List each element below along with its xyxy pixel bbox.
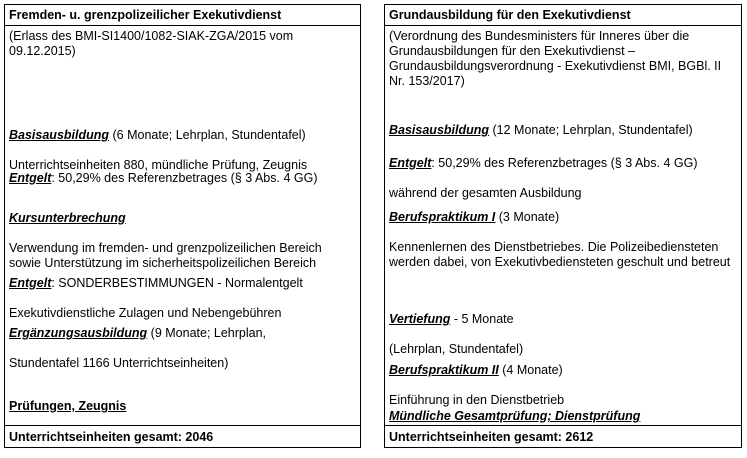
right-title-divider: [385, 25, 741, 26]
left-basis-line2: Unterrichtseinheiten 880, mündliche Prüfung, Zeugnis: [9, 158, 308, 172]
left-basis-rest: (6 Monate; Lehrplan, Stundentafel): [109, 128, 306, 142]
left-entgelt1-block: [9, 156, 356, 186]
left-entgelt2-line2: Exekutivdienstliche Zulagen und Nebengebühren: [9, 306, 282, 320]
right-vert-rest: - 5 Monate: [450, 312, 514, 326]
right-panel: [384, 4, 742, 448]
right-bp2-line2: Einführung in den Dienstbetrieb: [389, 393, 565, 407]
left-entgelt1-heading: Entgelt: [9, 171, 52, 185]
right-muend-block: [389, 394, 737, 424]
left-entgelt1-rest: : 50,29% des Referenzbetrages (§ 3 Abs. 4 GG): [51, 171, 318, 185]
right-bp1-heading: Berufspraktikum I: [389, 210, 496, 224]
right-total-divider: [385, 425, 741, 426]
left-entgelt2-heading: Entgelt: [9, 276, 52, 290]
left-erg-rest: (9 Monate; Lehrplan,: [147, 326, 267, 340]
right-basis-rest: (12 Monate; Lehrplan, Stundentafel): [489, 123, 693, 137]
left-total: Unterrichtseinheiten gesamt: 2046: [9, 430, 214, 444]
right-entgelt-line2: während der gesamten Ausbildung: [389, 186, 582, 200]
left-kurs-block: [9, 196, 356, 271]
right-bp1-block: [389, 195, 737, 270]
left-pruef-block: [9, 384, 356, 414]
right-basis-block: [389, 108, 737, 138]
left-erg-line2: Stundentafel 1166 Unterrichtseinheiten): [9, 356, 229, 370]
left-kurs-text: Verwendung im fremden- und grenzpolizeilichen Bereich sowie Unterstützung im sicherheitspolizeilichen Bereich: [9, 241, 322, 270]
right-subtitle: (Verordnung des Bundesministers für Inneres über die Grundausbildungen für den Exekutivdienst – Grundausbildungsverordnung - Exekutivdienst BMI, BGBl. II Nr. 153/2017): [389, 29, 722, 88]
right-vert-line2: (Lehrplan, Stundentafel): [389, 342, 524, 356]
right-bp2-heading: Berufspraktikum II: [389, 363, 499, 377]
right-vert-heading: Vertiefung: [389, 312, 451, 326]
right-title: Grundausbildung für den Exekutivdienst: [389, 8, 631, 22]
right-bp2-rest: (4 Monate): [498, 363, 563, 377]
left-subtitle: (Erlass des BMI-SI1400/1082-SIAK-ZGA/2015 vom 09.12.2015): [9, 29, 294, 58]
right-entgelt-rest: : 50,29% des Referenzbetrages (§ 3 Abs. 4 GG): [431, 156, 698, 170]
left-total-divider: [5, 425, 360, 426]
left-panel: [4, 4, 361, 448]
left-basis-heading: Basisausbildung: [9, 128, 110, 142]
right-bp1-text: Kennenlernen des Dienstbetriebes. Die Polizeibediensteten werden dabei, von Exekutivbediensteten geschult und betreut: [389, 240, 731, 269]
left-kurs-heading: Kursunterbrechung: [9, 211, 126, 225]
left-erg-block: [9, 311, 356, 371]
left-title: Fremden- u. grenzpolizeilicher Exekutivdienst: [9, 8, 282, 22]
right-entgelt-heading: Entgelt: [389, 156, 432, 170]
left-title-divider: [5, 25, 360, 26]
left-erg-heading: Ergänzungsausbildung: [9, 326, 148, 340]
left-pruef-heading: Prüfungen, Zeugnis: [9, 399, 127, 413]
left-entgelt2-rest: : SONDERBESTIMMUNGEN - Normalentgelt: [51, 276, 303, 290]
right-total: Unterrichtseinheiten gesamt: 2612: [389, 430, 594, 444]
right-muend-heading: Mündliche Gesamtprüfung; Dienstprüfung: [389, 409, 641, 423]
right-entgelt-block: [389, 141, 737, 201]
right-bp1-rest: (3 Monate): [495, 210, 560, 224]
right-basis-heading: Basisausbildung: [389, 123, 490, 137]
